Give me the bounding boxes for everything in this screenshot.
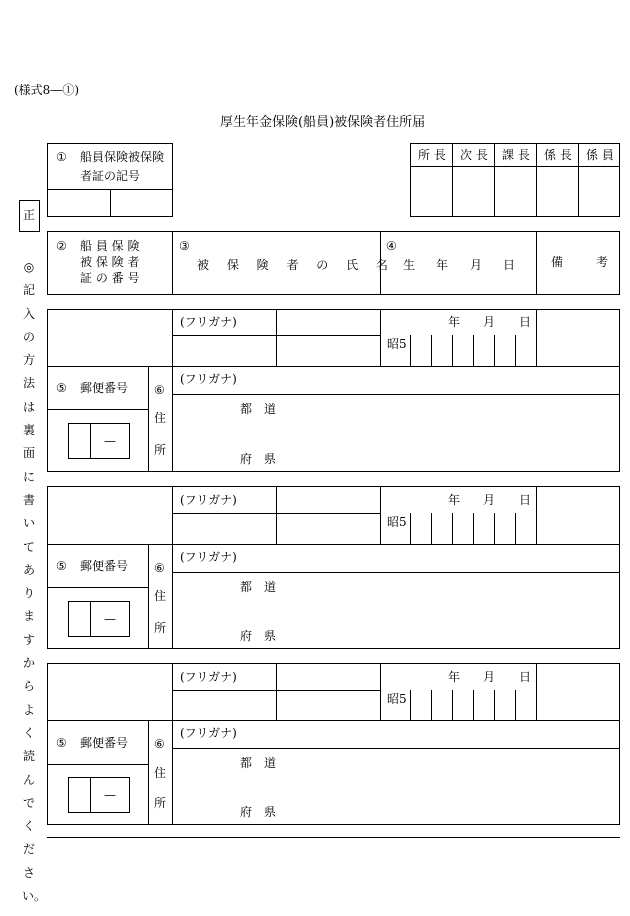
entry-2-postal-dash: —	[104, 612, 116, 626]
field1-input-right[interactable]	[111, 190, 172, 216]
entry-2-furigana: (フリガナ)	[180, 493, 237, 507]
entry-2-postal-code-box[interactable]	[68, 601, 130, 637]
entry-3-year-label: 年	[448, 670, 461, 684]
entry-1-address-furigana: (フリガナ)	[180, 372, 237, 386]
entry-1-pension-number-input[interactable]	[48, 310, 172, 366]
entry-1-postal-code-box[interactable]	[68, 423, 130, 459]
form-id: (様式8―①)	[14, 83, 79, 97]
entry-3-postal-dash: —	[104, 788, 116, 802]
approval-header-shocho: 所 長	[418, 148, 446, 162]
entry-2-birthdate-input[interactable]	[411, 514, 535, 544]
entry-3-birthdate-input[interactable]	[411, 691, 535, 720]
entry-3-postal-label: 郵便番号	[80, 736, 129, 750]
entry-2-remarks-input[interactable]	[537, 487, 619, 544]
entry-2-fuken: 府 県	[240, 629, 277, 643]
entry-2-name-mei[interactable]	[277, 514, 380, 544]
entry-1-todo: 都 道	[240, 402, 277, 416]
approval-header-kacho: 課 長	[502, 148, 530, 162]
entry-2-day-label: 日	[519, 493, 532, 507]
header-num2: ②	[56, 239, 67, 253]
entry-1-birthdate-input[interactable]	[411, 336, 535, 366]
entry-1-name-kana-sei[interactable]	[173, 310, 276, 335]
entry-2-name-kana-mei[interactable]	[277, 487, 380, 513]
header-label3: 被 保 険 者 の 氏 名	[197, 258, 395, 272]
entry-1-address-label-ju: 住	[154, 411, 167, 425]
entry-2-address-label-sho: 所	[154, 621, 167, 635]
header-label-biko-b: 考	[596, 255, 609, 269]
entry-1-name-sei[interactable]	[173, 336, 276, 366]
approval-header-jicho: 次 長	[460, 148, 488, 162]
entry-3-address-label-ju: 住	[154, 766, 167, 780]
entry-2-name-sei[interactable]	[173, 514, 276, 544]
entry-1-day-label: 日	[519, 315, 532, 329]
vertical-note: ◎記入の方法は裏面に書いてありますからよく読んでください。	[22, 260, 47, 904]
entry-3-address-num: ⑥	[154, 737, 165, 751]
entry-2-todo: 都 道	[240, 580, 277, 594]
header-num3: ③	[179, 239, 190, 253]
entry-2-month-label: 月	[483, 493, 496, 507]
header-label4-hi: 日	[503, 258, 516, 272]
header-label2-1: 船 員 保 険	[80, 239, 140, 253]
header-label2-3: 証 の 番 号	[80, 271, 140, 285]
entry-3-postal-num: ⑤	[56, 736, 67, 750]
entry-2-postal-label: 郵便番号	[80, 559, 129, 573]
entry-2-year-label: 年	[448, 493, 461, 507]
entry-3-furigana: (フリガナ)	[180, 670, 237, 684]
field1-input-left[interactable]	[48, 190, 109, 216]
header-label4-sei: 生	[403, 258, 416, 272]
approval-header-kakariin: 係 員	[586, 148, 614, 162]
entry-3-fuken: 府 県	[240, 805, 277, 819]
entry-3-name-mei[interactable]	[277, 691, 380, 720]
entry-3-address-label-sho: 所	[154, 796, 167, 810]
form-title: 厚生年金保険(船員)被保険者住所届	[220, 115, 426, 130]
entry-2-name-kana-sei[interactable]	[173, 487, 276, 513]
entry-2-era: 昭5	[387, 515, 407, 529]
entry-3-pension-number-input[interactable]	[48, 664, 172, 720]
entry-1-postal-num: ⑤	[56, 381, 67, 395]
entry-2-pension-number-input[interactable]	[48, 487, 172, 544]
header-label4-tsuki: 月	[470, 258, 483, 272]
entry-1-remarks-input[interactable]	[537, 310, 619, 366]
entry-3-name-sei[interactable]	[173, 691, 276, 720]
sei-mark-text: 正	[23, 208, 36, 222]
header-label2-2: 被 保 険 者	[80, 255, 140, 269]
entry-2-address-num: ⑥	[154, 561, 165, 575]
entry-2-address-label-ju: 住	[154, 589, 167, 603]
entry-1-address-input[interactable]	[173, 395, 619, 471]
field1-label-2: 者証の記号	[80, 169, 141, 183]
entry-2-address-input[interactable]	[173, 573, 619, 648]
entry-1-name-kana-mei[interactable]	[277, 310, 380, 335]
entry-2-postal-num: ⑤	[56, 559, 67, 573]
entry-1-address-label-sho: 所	[154, 443, 167, 457]
entry-1-fuken: 府 県	[240, 452, 277, 466]
entry-3-era: 昭5	[387, 692, 407, 706]
header-label4-nen: 年	[436, 258, 449, 272]
header-num4: ④	[386, 239, 397, 253]
entry-2-address-furigana: (フリガナ)	[180, 550, 237, 564]
entry-3-day-label: 日	[519, 670, 532, 684]
approval-header-kakaricho: 係 長	[544, 148, 572, 162]
entry-3-postal-code-box[interactable]	[68, 777, 130, 813]
entry-3-todo: 都 道	[240, 756, 277, 770]
entry-1-year-label: 年	[448, 315, 461, 329]
entry-3-address-input[interactable]	[173, 749, 619, 824]
entry-3-remarks-input[interactable]	[537, 664, 619, 720]
bottom-rule	[47, 837, 620, 838]
field1-label-1: 船員保険被保険	[80, 150, 165, 164]
entry-3-name-kana-mei[interactable]	[277, 664, 380, 690]
entry-1-postal-label: 郵便番号	[80, 381, 129, 395]
entry-1-era: 昭5	[387, 337, 407, 351]
entry-1-name-mei[interactable]	[277, 336, 380, 366]
entry-1-address-num: ⑥	[154, 383, 165, 397]
entry-1-month-label: 月	[483, 315, 496, 329]
entry-3-address-furigana: (フリガナ)	[180, 726, 237, 740]
entry-3-name-kana-sei[interactable]	[173, 664, 276, 690]
entry-3-month-label: 月	[483, 670, 496, 684]
header-label-biko-a: 備	[551, 255, 564, 269]
entry-1-furigana: (フリガナ)	[180, 315, 237, 329]
field1-number: ①	[56, 150, 67, 164]
entry-1-postal-dash: —	[104, 434, 116, 448]
